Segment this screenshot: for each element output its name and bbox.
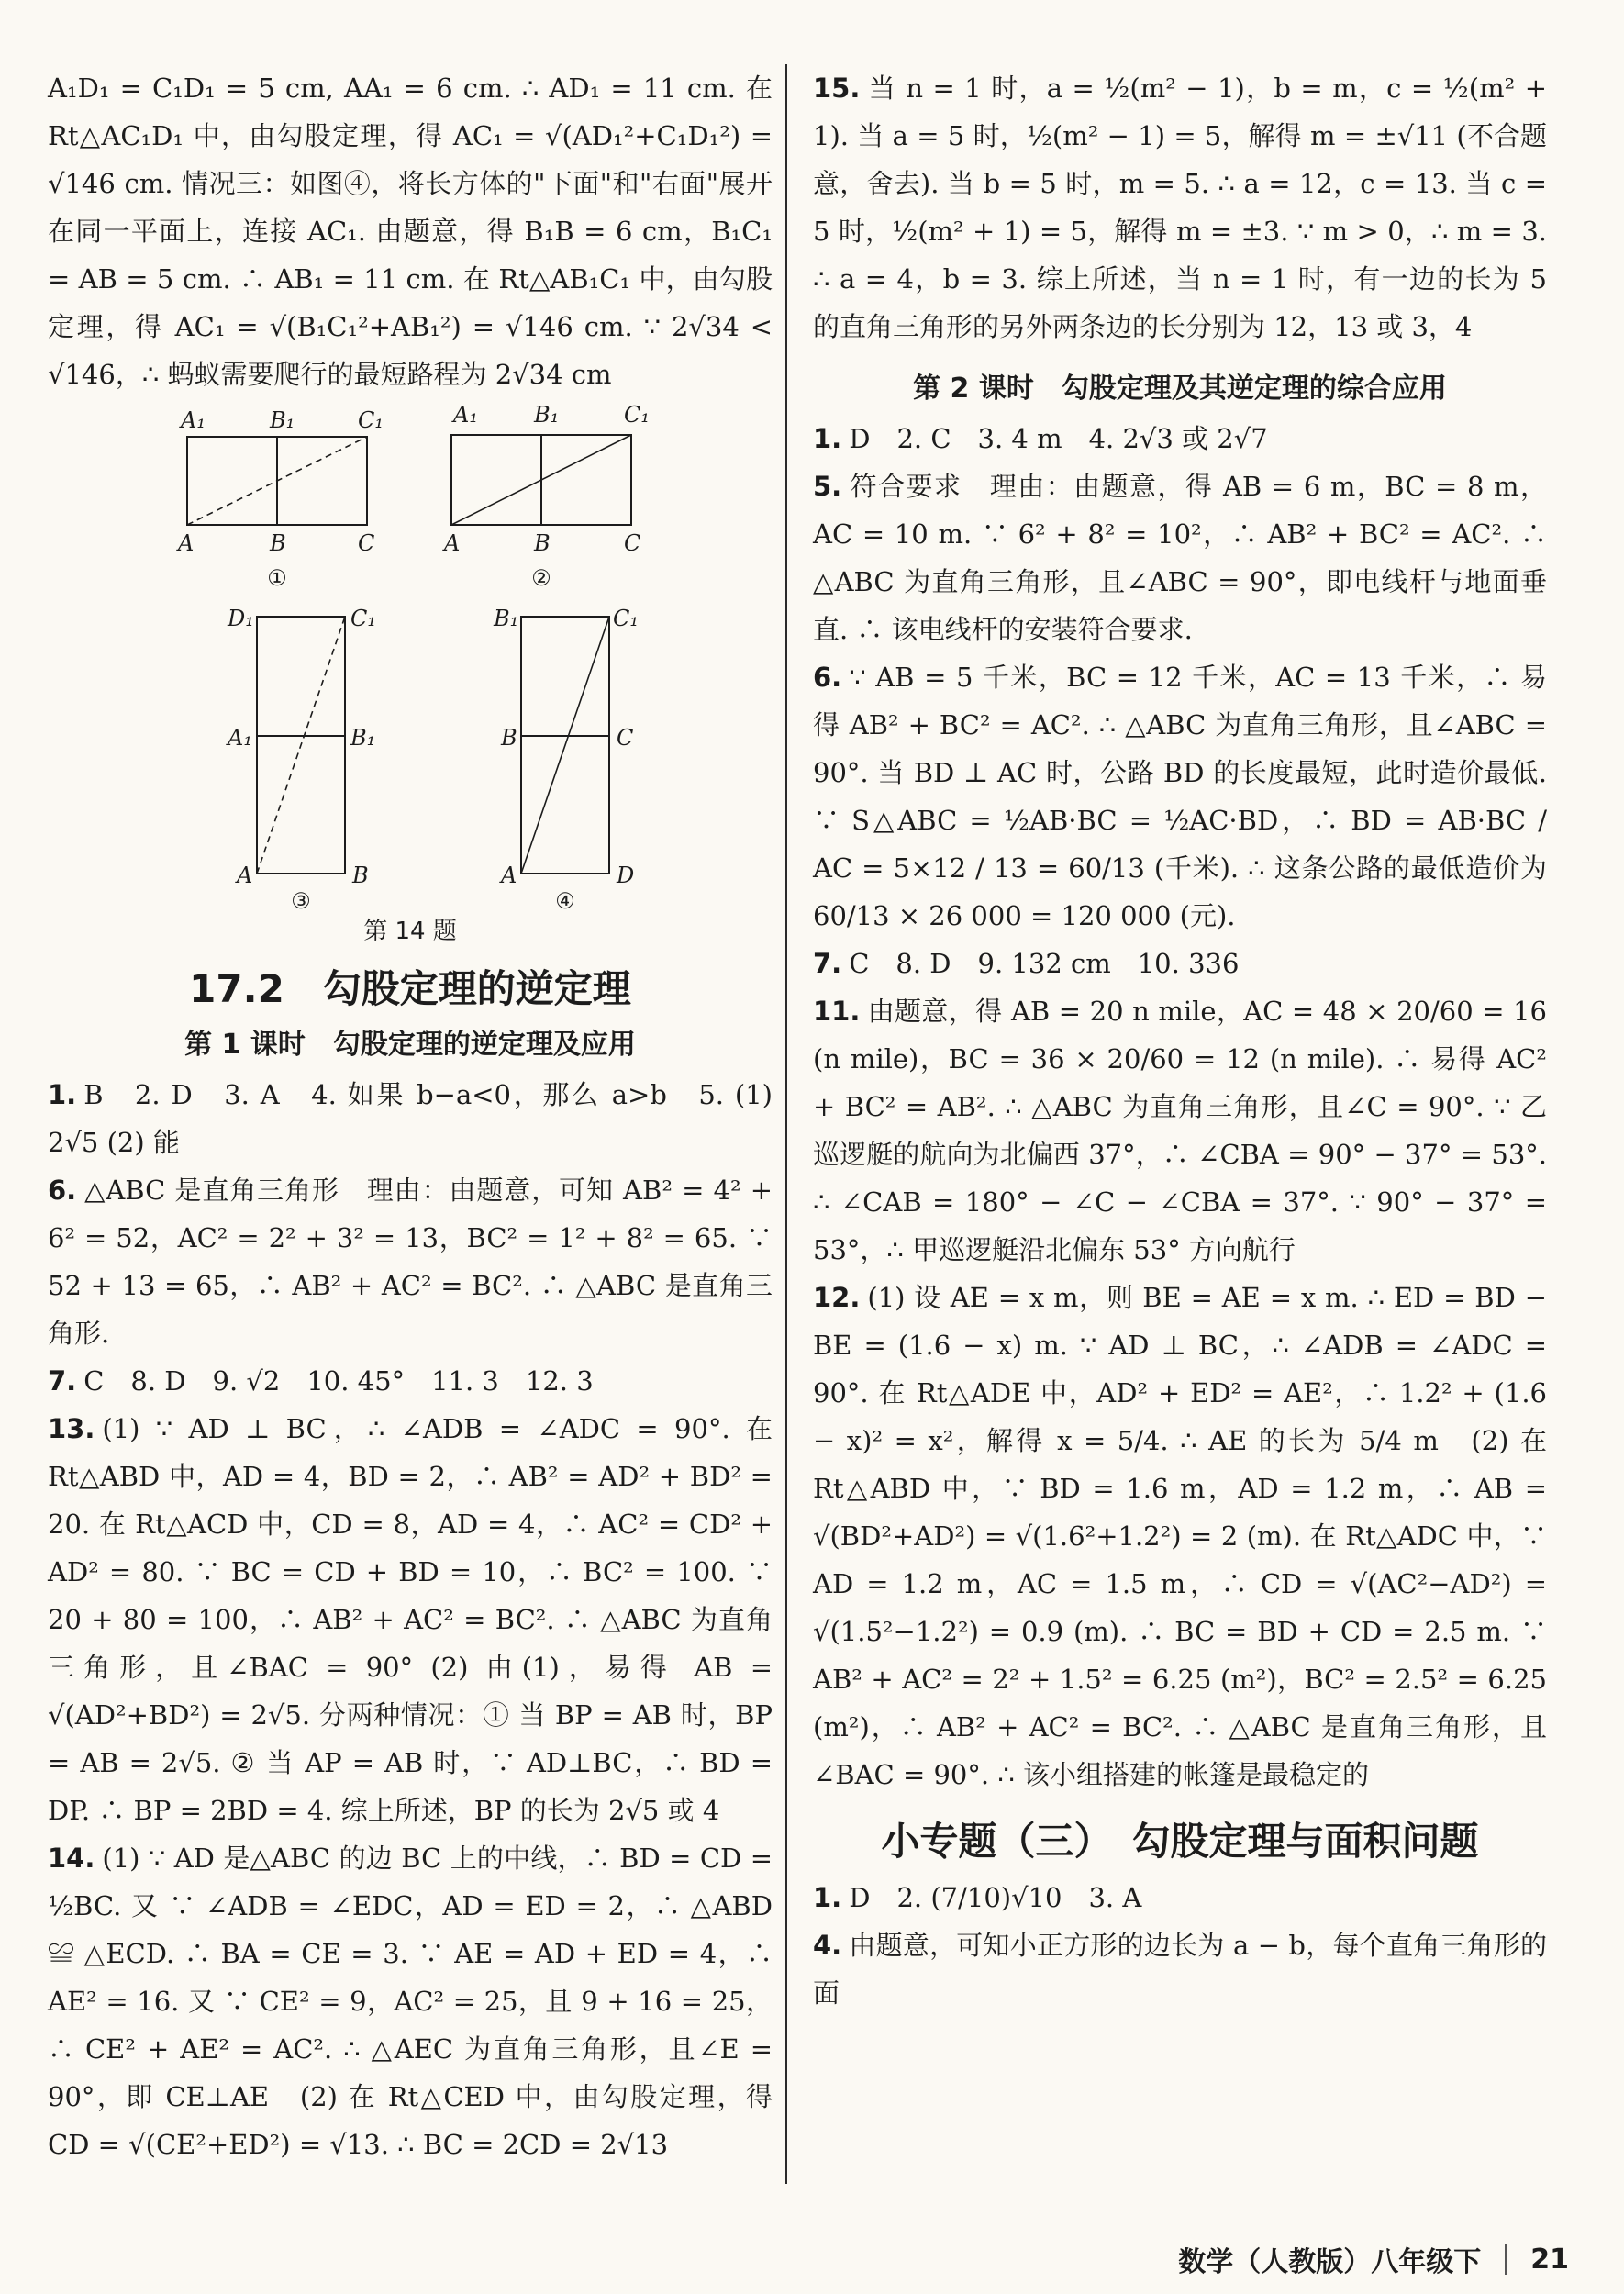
left-column (48, 64, 773, 2168)
fig1 (176, 407, 384, 591)
fig4-label-a: A (501, 863, 517, 888)
figure-caption: 第 14 题 (363, 918, 457, 945)
figure-14 (48, 398, 773, 912)
fig2-label-a: A (444, 530, 461, 556)
section-title: 17.2 勾股定理的逆定理 (189, 966, 631, 1011)
answer-text: ∵ AB = 5 千米，BC = 12 千米，AC = 13 千米，∴ 易得 AB² + BC² = AC². ∴ △ABC 为直角三角形，且∠ABC = 90°. 当 BD ⊥ AC 时，公路 BD 的长度最短，此时造价最低. ∵ S△ABC = ½AB·BC = ½AC·BD，∴ BD = AB·BC / AC = 5×12 / 13 = 60/13 (千米). ∴ 这条公路的最低造价为 60/13 × 26 000 = 120 000 (元). (813, 662, 1547, 931)
answer-item (48, 1071, 773, 1166)
fig3-label-b: B (352, 863, 369, 888)
answer-item (48, 1166, 773, 1357)
answer-item-15 (813, 64, 1547, 351)
page-number: 21 (1530, 2243, 1569, 2276)
fig4-label-d: D (617, 863, 635, 888)
fig2-label-c: C (624, 530, 641, 556)
paragraph-continued-14: A₁D₁ = C₁D₁ = 5 cm, AA₁ = 6 cm. ∴ AD₁ = 11 cm. 在 Rt△AC₁D₁ 中，由勾股定理，得 AC₁ = √(AD₁²+C₁D₁²) = √146 cm. 情况三：如图④，将长方体的"下面"和"右面"展开在同一平面上，连接 AC₁. 由题意，得 B₁B = 6 cm，B₁C₁ = AB = 5 cm. ∴ AB₁ = 11 cm. 在 Rt△AB₁C₁ 中，由勾股定理，得 AC₁ = √(B₁C₁²+AB₁²) = √146 cm. ∵ 2√34 < √146，∴ 蚂蚁需要爬行的最短路程为 2√34 cm (48, 72, 773, 390)
left-answers (48, 1071, 773, 2168)
footer-subject: 数学（人教版）八年级下 (1178, 2246, 1482, 2278)
answer-item (813, 987, 1547, 1274)
fig4-number: ④ (555, 888, 575, 912)
answer-number: 7. (813, 948, 842, 979)
answer-number: 12. (813, 1282, 861, 1313)
fig1-label-b: B (270, 530, 286, 556)
answer-number: 5. (813, 471, 842, 502)
answer-item (813, 940, 1547, 987)
answer-item (813, 462, 1547, 653)
answer-text: (1) 设 AE = x m，则 BE = AE = x m. ∴ ED = BD − BE = (1.6 − x) m. ∵ AD ⊥ BC，∴ ∠ADB = ∠ADC = 90°. 在 Rt△ADE 中，AD² + ED² = AE²，∴ 1.2² + (1.6 − x)² = x²，解得 x = 5/4. ∴ AE 的长为 5/4 m (2) 在 Rt△ABD 中，∵ BD = 1.6 m，AD = 1.2 m，∴ AB = √(BD²+AD²) = √(1.6²+1.2²) = 2 (m). 在 Rt△ADC 中，∵ AD = 1.2 m，AC = 1.5 m，∴ CD = √(AC²−AD²) = √(1.5²−1.2²) = 0.9 (m). ∴ BC = BD + CD = 2.5 m. ∵ AB² + AC² = 2² + 1.5² = 6.25 (m²)，BC² = 2.5² = 6.25 (m²)，∴ AB² + AC² = BC². ∴ △ABC 是直角三角形，且∠BAC = 90°. ∴ 该小组搭建的帐篷是最稳定的 (813, 1282, 1547, 1790)
topic-answers (813, 1874, 1547, 2017)
answer-text: C 8. D 9. 132 cm 10. 336 (849, 948, 1240, 979)
fig3-label-b1: B₁ (350, 725, 376, 751)
answer-text: (1) ∵ AD 是△ABC 的边 BC 上的中线，∴ BD = CD = ½BC. 又 ∵ ∠ADB = ∠EDC，AD = ED = 2，∴ △ABD ≌ △ECD. ∴ BA = CE = 3. ∵ AE = AD + ED = 4，∴ AE² = 16. 又 ∵ CE² = 9，AC² = 25，且 9 + 16 = 25，∴ CE² + AE² = AC². ∴ △AEC 为直角三角形，且∠E = 90°，即 CE⊥AE (2) 在 Rt△CED 中，由勾股定理，得 CD = √(CE²+ED²) = √13. ∴ BC = 2CD = 2√13 (48, 1843, 773, 2160)
fig2-label-a1: A₁ (453, 402, 478, 428)
answer-item (813, 415, 1547, 462)
answer-text: D 2. C 3. 4 m 4. 2√3 或 2√7 (849, 423, 1268, 454)
answer-text: 由题意，可知小正方形的边长为 a − b，每个直角三角形的面 (813, 1930, 1547, 2009)
answer-item (813, 1274, 1547, 1798)
answer-item (813, 653, 1547, 940)
fig4-label-b: B (501, 725, 517, 751)
footer-separator (1505, 2244, 1507, 2275)
answer-number: 6. (813, 662, 842, 693)
fig1-label-c: C (358, 530, 375, 556)
answer-number: 14. (48, 1843, 95, 1874)
fig1-label-b1: B₁ (270, 407, 295, 433)
answer-number: 11. (813, 996, 861, 1027)
answer-text: (1) ∵ AD ⊥ BC，∴ ∠ADB = ∠ADC = 90°. 在 Rt△ABD 中，AD = 4，BD = 2，∴ AB² = AD² + BD² = 20. 在 Rt△ACD 中，CD = 8，AD = 4，∴ AC² = CD² + AD² = 80. ∵ BC = CD + BD = 10，∴ BC² = 100. ∵ 20 + 80 = 100，∴ AB² + AC² = BC². ∴ △ABC 为直角三角形，且∠BAC = 90° (2) 由(1)，易得 AB = √(AD²+BD²) = 2√5. 分两种情况：① 当 BP = AB 时，BP = AB = 2√5. ② 当 AP = AB 时，∵ AD⊥BC，∴ BD = DP. ∴ BP = 2BD = 4. 综上所述，BP 的长为 2√5 或 4 (48, 1413, 773, 1826)
fig2-number: ② (531, 565, 551, 591)
answer-text: 当 n = 1 时，a = ½(m² − 1)，b = m，c = ½(m² + 1). 当 a = 5 时，½(m² − 1) = 5，解得 m = ±√11 (不合题意，舍去). 当 b = 5 时，m = 5. ∴ a = 12，c = 13. 当 c = 5 时，½(m² + 1) = 5，解得 m = ±3. ∵ m > 0，∴ m = 3. ∴ a = 4，b = 3. 综上所述，当 n = 1 时，有一边的长为 5 的直角三角形的另外两条边的长分别为 12，13 或 3，4 (813, 72, 1547, 342)
column-divider (785, 64, 787, 2184)
answer-item (48, 1357, 773, 1405)
fig3-label-c1: C₁ (350, 606, 376, 631)
answer-text: D 2. (7/10)√10 3. A (849, 1882, 1142, 1913)
fig1-number: ① (267, 565, 287, 591)
topic-title: 小专题（三） 勾股定理与面积问题 (881, 1819, 1479, 1864)
answer-text: 由题意，得 AB = 20 n mile，AC = 48 × 20/60 = 16 (n mile)，BC = 36 × 20/60 = 12 (n mile). ∴ 易得 AC² + BC² = AB². ∴ △ABC 为直角三角形，且∠C = 90°. ∵ 乙巡逻艇的航向为北偏西 37°，∴ ∠CBA = 90° − 37° = 53°. ∴ ∠CAB = 180° − ∠C − ∠CBA = 37°. ∵ 90° − 37° = 53°，∴ 甲巡逻艇沿北偏东 53° 方向航行 (813, 996, 1547, 1265)
fig3-label-a1: A₁ (228, 725, 252, 751)
right-answers (813, 415, 1547, 1798)
fig1-label-a1: A₁ (181, 407, 206, 433)
page-footer (1178, 2239, 1569, 2279)
fig2-label-b: B (534, 530, 551, 556)
answer-text: △ABC 是直角三角形 理由：由题意，可知 AB² = 4² + 6² = 52，AC² = 2² + 3² = 13，BC² = 1² + 8² = 65. ∵ 52 + 13 = 65，∴ AB² + AC² = BC². ∴ △ABC 是直角三角形. (48, 1175, 773, 1349)
fig4 (493, 606, 639, 888)
fig1-label-c1: C₁ (358, 407, 384, 433)
answer-number: 6. (48, 1175, 77, 1206)
answer-number: 13. (48, 1413, 95, 1444)
fig4-label-c1: C₁ (613, 606, 639, 631)
answer-text: 符合要求 理由：由题意，得 AB = 6 m，BC = 8 m，AC = 10 m. ∵ 6² + 8² = 10²，∴ AB² + BC² = AC². ∴ △ABC 为直角三角形，且∠ABC = 90°，即电线杆与地面垂直. ∴ 该电线杆的安装符合要求. (813, 471, 1547, 645)
answer-item (813, 1921, 1547, 2017)
answer-item (48, 1405, 773, 1834)
answer-number: 4. (813, 1930, 842, 1961)
answer-number: 1. (813, 423, 842, 454)
fig2-label-c1: C₁ (624, 402, 650, 428)
lesson-title-2: 第 2 课时 勾股定理及其逆定理的综合应用 (913, 373, 1447, 405)
answer-text: C 8. D 9. √2 10. 45° 11. 3 12. 3 (83, 1365, 594, 1397)
answer-item (48, 1834, 773, 2168)
answer-number: 1. (48, 1079, 77, 1110)
fig3-number: ③ (291, 888, 311, 912)
answer-number: 15. (813, 72, 861, 104)
fig2-label-b1: B₁ (534, 402, 560, 428)
fig4-label-c: C (617, 725, 634, 751)
answer-item (813, 1874, 1547, 1921)
answer-number: 1. (813, 1882, 842, 1913)
fig1-label-a: A (178, 530, 195, 556)
fig2 (442, 402, 650, 591)
figure-14-svg (48, 398, 773, 912)
lesson-title-1: 第 1 课时 勾股定理的逆定理及应用 (184, 1029, 636, 1061)
fig3-label-a: A (237, 863, 253, 888)
fig3 (226, 606, 376, 888)
right-column (813, 64, 1547, 2017)
answer-text: B 2. D 3. A 4. 如果 b−a<0，那么 a>b 5. (1) 2√5 (2) 能 (48, 1079, 773, 1158)
answer-number: 7. (48, 1365, 77, 1397)
fig4-label-b1: B₁ (494, 606, 519, 631)
fig3-label-d1: D₁ (228, 606, 254, 631)
